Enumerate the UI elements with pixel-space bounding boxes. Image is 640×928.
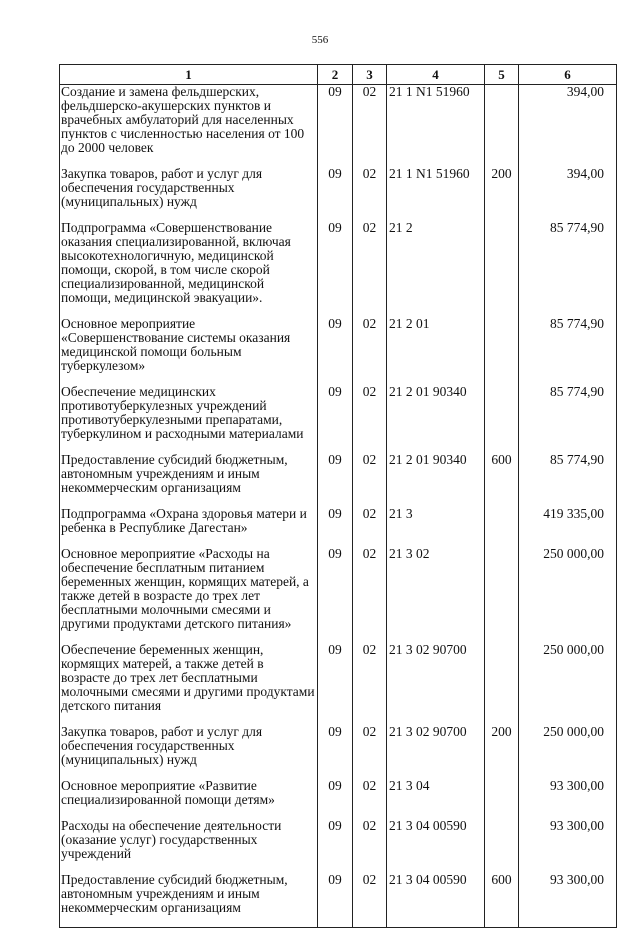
row-description: Основное мероприятие «Развитие специализированной помощи детям» <box>60 779 318 819</box>
row-description: Подпрограмма «Охрана здоровья матери и ребенка в Республике Дагестан» <box>60 507 318 547</box>
row-description: Предоставление субсидий бюджетным, автономным учреждениям и иным некоммерческим организациям <box>60 873 318 928</box>
row-col-2: 09 <box>318 385 353 453</box>
row-description: Закупка товаров, работ и услуг для обеспечения государственных (муниципальных) нужд <box>60 725 318 779</box>
row-col-3: 02 <box>353 873 387 928</box>
row-description: Подпрограмма «Совершенствование оказания специализированной, включая высокотехнологичную, медицинской помощи, скорой, в том числе скорой специализированной, медицинской помощи, медицинской эвакуации». <box>60 221 318 317</box>
header-col-4: 4 <box>387 65 485 85</box>
table-row <box>60 819 617 873</box>
row-col-5 <box>485 317 519 385</box>
row-col-3: 02 <box>353 385 387 453</box>
table-body <box>60 85 617 928</box>
row-description: Предоставление субсидий бюджетным, автономным учреждениям и иным некоммерческим организациям <box>60 453 318 507</box>
table-row <box>60 507 617 547</box>
row-col-3: 02 <box>353 221 387 317</box>
row-code: 21 3 02 <box>387 547 485 643</box>
row-col-2: 09 <box>318 643 353 725</box>
page-number: 556 <box>311 34 329 46</box>
row-col-2: 09 <box>318 725 353 779</box>
row-code: 21 2 01 90340 <box>387 453 485 507</box>
row-description: Закупка товаров, работ и услуг для обеспечения государственных (муниципальных) нужд <box>60 167 318 221</box>
row-col-5 <box>485 507 519 547</box>
row-col-5 <box>485 85 519 168</box>
table-row <box>60 643 617 725</box>
row-col-2: 09 <box>318 547 353 643</box>
table-row <box>60 725 617 779</box>
row-col-2: 09 <box>318 453 353 507</box>
row-amount: 93 300,00 <box>519 819 617 873</box>
table-row <box>60 317 617 385</box>
row-col-2: 09 <box>318 779 353 819</box>
row-col-3: 02 <box>353 725 387 779</box>
row-code: 21 3 04 <box>387 779 485 819</box>
header-row <box>60 65 617 85</box>
row-col-3: 02 <box>353 317 387 385</box>
table-row <box>60 85 617 168</box>
row-amount: 250 000,00 <box>519 725 617 779</box>
row-col-5 <box>485 643 519 725</box>
row-col-3: 02 <box>353 453 387 507</box>
row-description: Основное мероприятие «Расходы на обеспечение бесплатным питанием беременных женщин, кормящих матерей, а также детей в возрасте до трех лет бесплатными молочными смесями и другими продуктами детского питания» <box>60 547 318 643</box>
row-amount: 250 000,00 <box>519 547 617 643</box>
row-col-3: 02 <box>353 167 387 221</box>
table-row <box>60 221 617 317</box>
header-col-1: 1 <box>60 65 318 85</box>
row-col-2: 09 <box>318 507 353 547</box>
row-col-5 <box>485 819 519 873</box>
row-description: Обеспечение медицинских противотуберкулезных учреждений противотуберкулезными препаратами, туберкулином и расходными материалами <box>60 385 318 453</box>
row-code: 21 2 <box>387 221 485 317</box>
row-amount: 93 300,00 <box>519 779 617 819</box>
row-code: 21 3 04 00590 <box>387 873 485 928</box>
table-row <box>60 779 617 819</box>
row-amount: 93 300,00 <box>519 873 617 928</box>
table-header <box>60 65 617 85</box>
row-description: Обеспечение беременных женщин, кормящих матерей, а также детей в возрасте до трех лет бесплатными молочными смесями и другими продуктами детского питания <box>60 643 318 725</box>
row-amount: 85 774,90 <box>519 317 617 385</box>
row-col-3: 02 <box>353 779 387 819</box>
row-amount: 419 335,00 <box>519 507 617 547</box>
row-code: 21 3 04 00590 <box>387 819 485 873</box>
row-col-2: 09 <box>318 873 353 928</box>
table-row <box>60 873 617 928</box>
row-col-2: 09 <box>318 317 353 385</box>
row-col-5: 600 <box>485 453 519 507</box>
row-col-5 <box>485 547 519 643</box>
row-col-5: 200 <box>485 167 519 221</box>
row-col-2: 09 <box>318 221 353 317</box>
row-col-2: 09 <box>318 819 353 873</box>
table-row <box>60 453 617 507</box>
row-code: 21 3 <box>387 507 485 547</box>
row-col-3: 02 <box>353 507 387 547</box>
table-row <box>60 547 617 643</box>
row-col-2: 09 <box>318 85 353 168</box>
row-amount: 394,00 <box>519 167 617 221</box>
table-row <box>60 385 617 453</box>
row-code: 21 2 01 90340 <box>387 385 485 453</box>
row-col-3: 02 <box>353 819 387 873</box>
row-col-5 <box>485 779 519 819</box>
row-description: Создание и замена фельдшерских, фельдшерско-акушерских пунктов и врачебных амбулаторий для населенных пунктов с численностью населения от 100 до 2000 человек <box>60 85 318 168</box>
row-amount: 85 774,90 <box>519 385 617 453</box>
header-col-2: 2 <box>318 65 353 85</box>
header-col-6: 6 <box>519 65 617 85</box>
row-amount: 394,00 <box>519 85 617 168</box>
budget-table <box>59 64 617 928</box>
row-col-5 <box>485 221 519 317</box>
row-col-5: 600 <box>485 873 519 928</box>
header-col-3: 3 <box>353 65 387 85</box>
row-code: 21 2 01 <box>387 317 485 385</box>
row-col-3: 02 <box>353 85 387 168</box>
row-amount: 85 774,90 <box>519 453 617 507</box>
row-code: 21 1 N1 51960 <box>387 167 485 221</box>
row-col-5: 200 <box>485 725 519 779</box>
row-amount: 85 774,90 <box>519 221 617 317</box>
row-code: 21 3 02 90700 <box>387 725 485 779</box>
row-description: Расходы на обеспечение деятельности (оказание услуг) государственных учреждений <box>60 819 318 873</box>
header-col-5: 5 <box>485 65 519 85</box>
row-col-2: 09 <box>318 167 353 221</box>
table-row <box>60 167 617 221</box>
row-col-3: 02 <box>353 547 387 643</box>
row-col-3: 02 <box>353 643 387 725</box>
row-code: 21 3 02 90700 <box>387 643 485 725</box>
row-col-5 <box>485 385 519 453</box>
row-amount: 250 000,00 <box>519 643 617 725</box>
row-description: Основное мероприятие «Совершенствование системы оказания медицинской помощи больным туберкулезом» <box>60 317 318 385</box>
row-code: 21 1 N1 51960 <box>387 85 485 168</box>
